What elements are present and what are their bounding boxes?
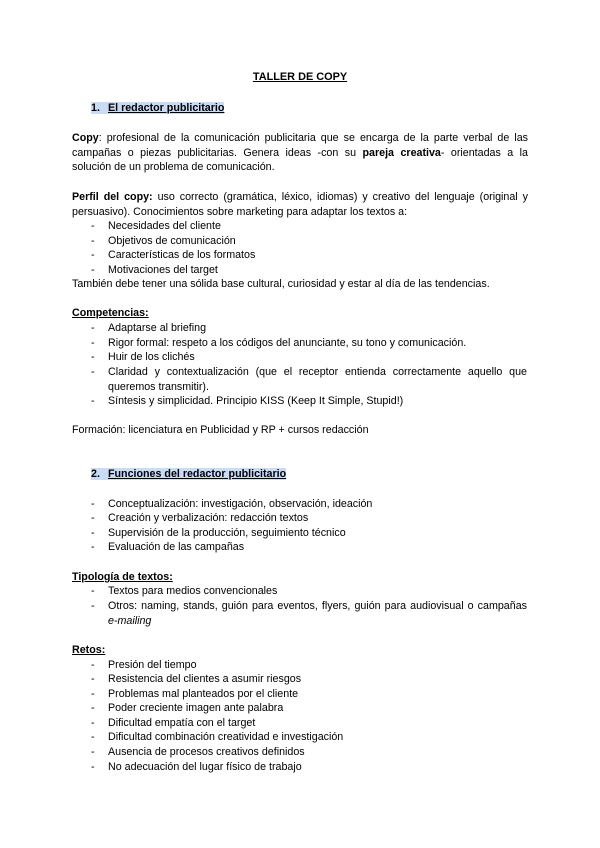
list-item: - Problemas mal planteados por el cliente bbox=[91, 688, 299, 700]
list-item: - Conceptualización: investigación, observación, ideación bbox=[91, 498, 373, 510]
list-item: - Necesidades del cliente bbox=[91, 220, 221, 232]
tambien-paragraph: También debe tener una sólida base cultural, curiosidad y estar al día de las tendencias. bbox=[72, 278, 490, 290]
list-item: - Dificultad combinación creatividad e investigación bbox=[91, 731, 344, 743]
list-item: - Poder creciente imagen ante palabra bbox=[91, 702, 284, 714]
list-item-text: Otros: naming, stands, guión para eventos, flyers, guión para audiovisual o campañas e-mailing bbox=[108, 600, 527, 627]
list-item: - Motivaciones del target bbox=[91, 264, 218, 276]
formacion-paragraph: Formación: licenciatura en Publicidad y RP + cursos redacción bbox=[72, 424, 369, 436]
list-item: - Características de los formatos bbox=[91, 249, 256, 261]
list-item: - Evaluación de las campañas bbox=[91, 541, 245, 553]
list-item: - No adecuación del lugar físico de trabajo bbox=[91, 761, 302, 773]
page-title: TALLER DE COPY bbox=[252, 71, 348, 83]
perfil-paragraph: Perfil del copy: uso correcto (gramática, léxico, idiomas) y creativo del lenguaje (original y persuasivo). Conocimientos sobre marketing para adaptar los textos a: bbox=[72, 191, 528, 218]
section-1-heading: 1. El redactor publicitario bbox=[91, 102, 225, 114]
tipologia-heading: Tipología de textos: bbox=[72, 571, 173, 583]
list-item: - Ausencia de procesos creativos definidos bbox=[91, 746, 305, 758]
list-item: - Presión del tiempo bbox=[91, 659, 197, 671]
competencias-heading: Competencias: bbox=[72, 307, 149, 319]
list-item: - Supervisión de la producción, seguimiento técnico bbox=[91, 527, 346, 539]
retos-heading: Retos: bbox=[72, 644, 106, 656]
list-item: - bbox=[91, 366, 95, 378]
list-item: - Síntesis y simplicidad. Principio KISS (Keep It Simple, Stupid!) bbox=[91, 395, 404, 407]
list-item: - Resistencia del clientes a asumir riesgos bbox=[91, 673, 302, 685]
list-item: - Textos para medios convencionales bbox=[91, 585, 278, 597]
list-item: - Adaptarse al briefing bbox=[91, 322, 207, 334]
list-item: - Objetivos de comunicación bbox=[91, 235, 236, 247]
list-item: - Creación y verbalización: redacción textos bbox=[91, 512, 309, 524]
section-2-heading: 2. Funciones del redactor publicitario bbox=[91, 468, 287, 480]
list-item: - Dificultad empatía con el target bbox=[91, 717, 256, 729]
list-item: - bbox=[91, 600, 95, 612]
list-item-text: Claridad y contextualización (que el receptor entienda correctamente aquello que queremos transmitir). bbox=[108, 366, 527, 393]
list-item: - Huir de los clichés bbox=[91, 351, 195, 363]
copy-definition: Copy: profesional de la comunicación publicitaria que se encarga de la parte verbal de las campañas o piezas publicitarias. Genera ideas -con su pareja creativa- orientadas a la solución de un problema de comunicación. bbox=[72, 132, 528, 174]
list-item: - Rigor formal: respeto a los códigos del anunciante, su tono y comunicación. bbox=[91, 337, 467, 349]
